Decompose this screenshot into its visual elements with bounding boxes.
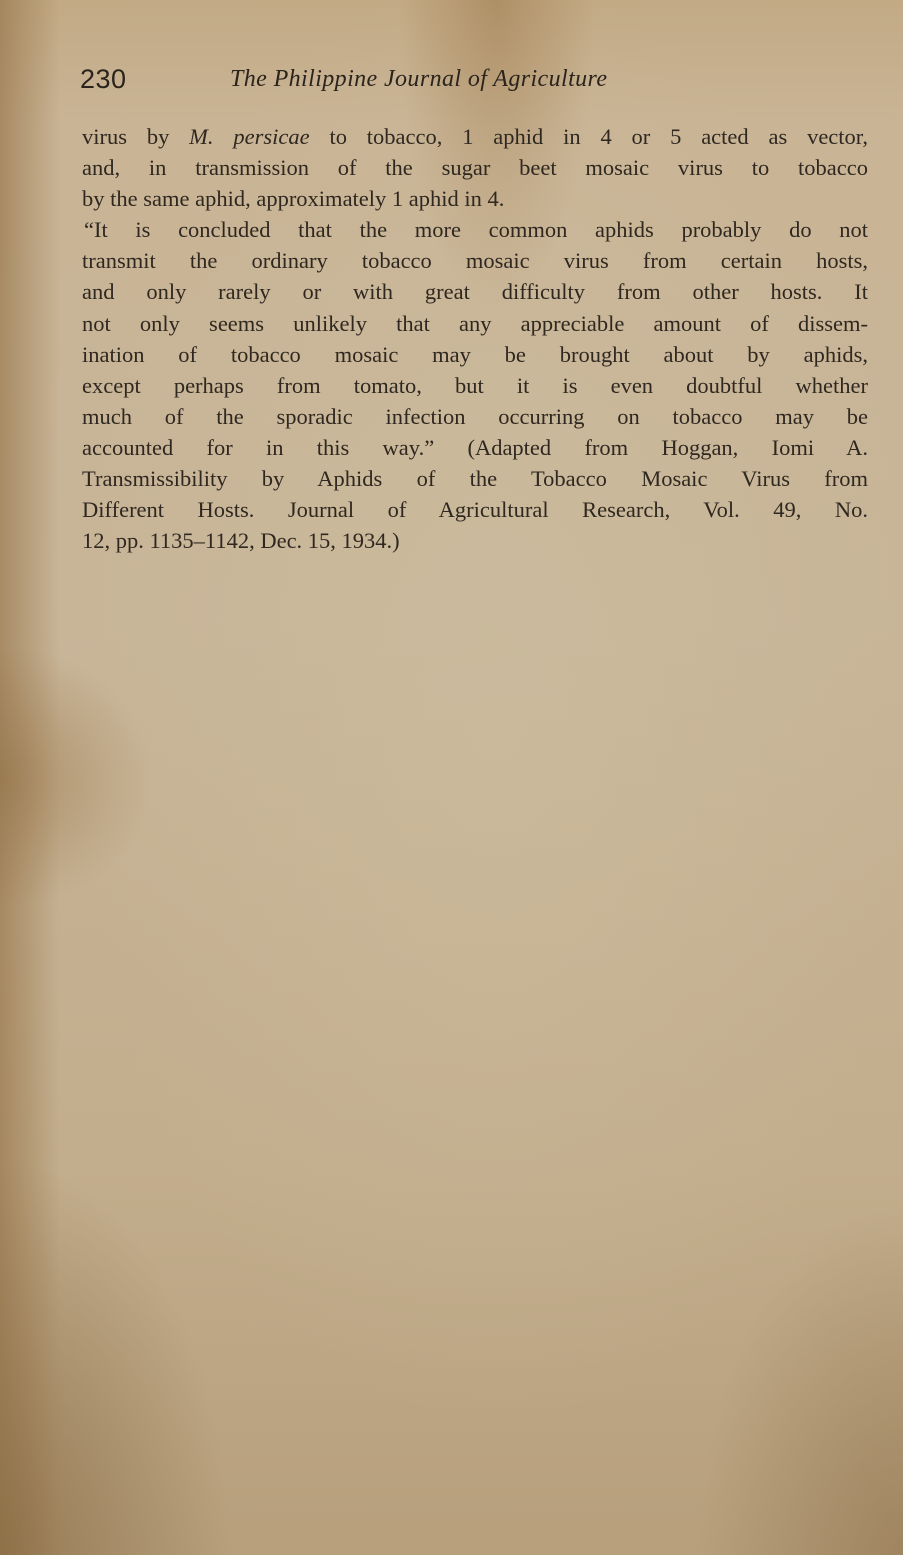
text-line-10: much of the sporadic infection occurring on tobacco may be <box>82 403 868 429</box>
text-line-7: not only seems unlikely that any appreciable amount of dissem- <box>82 310 868 336</box>
text-line-4: “It is concluded that the more common aphids probably do not <box>84 217 868 243</box>
body-text <box>82 121 868 556</box>
line-1-before: virus by <box>82 124 190 149</box>
text-line-5: transmit the ordinary tobacco mosaic virus from certain hosts, <box>82 248 868 274</box>
line-1-after: to tobacco, 1 aphid in 4 or 5 acted as vector, <box>309 124 869 149</box>
text-line-14: 12, pp. 1135–1142, Dec. 15, 1934.) <box>82 528 400 554</box>
text-line-8: ination of tobacco mosaic may be brought about by aphids, <box>82 341 868 367</box>
species-name: M. persicae <box>189 124 310 149</box>
page-number: 230 <box>80 64 127 94</box>
text-line-3: by the same aphid, approximately 1 aphid in 4. <box>82 186 505 212</box>
journal-title: The Philippine Journal of Agriculture <box>230 66 608 92</box>
running-head <box>80 64 870 104</box>
text-line-9: except perhaps from tomato, but it is even doubtful whether <box>82 372 868 398</box>
text-line-11: accounted for in this way.” (Adapted from Hoggan, Iomi A. <box>82 434 868 460</box>
text-line-13: Different Hosts. Journal of Agricultural Research, Vol. 49, No. <box>82 497 868 523</box>
text-line-12: Transmissibility by Aphids of the Tobacco Mosaic Virus from <box>82 466 868 492</box>
text-line-1 <box>82 121 868 152</box>
text-line-2: and, in transmission of the sugar beet mosaic virus to tobacco <box>82 155 868 181</box>
page-edge-shadow <box>0 0 60 1555</box>
text-line-6: and only rarely or with great difficulty from other hosts. It <box>82 279 868 305</box>
